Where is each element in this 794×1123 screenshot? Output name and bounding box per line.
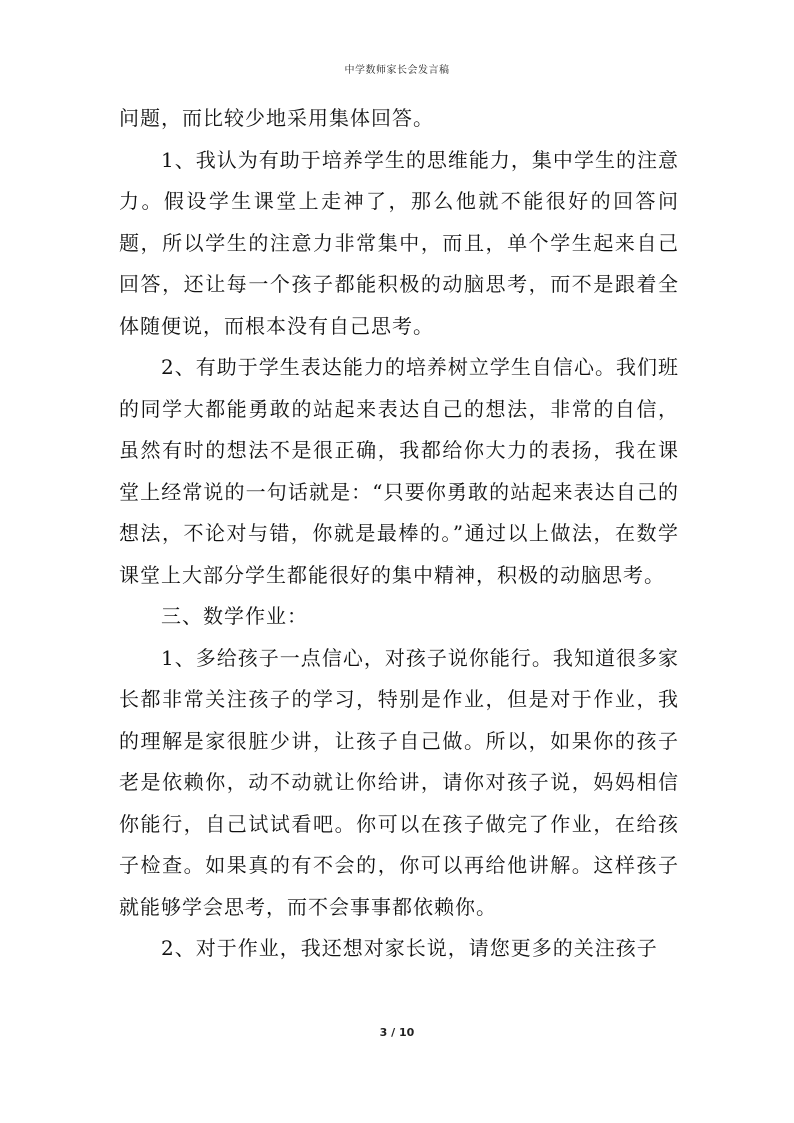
paragraph-homework-attention: 2、对于作业，我还想对家长说，请您更多的关注孩子 <box>161 936 658 960</box>
paragraph-thinking-ability: 1、我认为有助于培养学生的思维能力，集中学生的注意力。假设学生课堂上走神了，那么他就不能很好的回答问题，所以学生的注意力非常集中，而且，单个学生起来自己回答，还让每一个孩子都能积极的动脑思考，而不是跟着全体随便说，而根本没有自己思考。 <box>119 147 679 338</box>
paragraph-continuation: 问题，而比较少地采用集体回答。 <box>119 106 434 130</box>
paragraph-expression-ability: 2、有助于学生表达能力的培养树立学生自信心。我们班的同学大都能勇敢的站起来表达自己的想法，非常的自信，虽然有时的想法不是很正确，我都给你大力的表扬，我在课堂上经常说的一句话就是：“只要你勇敢的站起来表达自己的想法，不论对与错，你就是最棒的。”通过以上做法，在数学课堂上大部分学生都能很好的集中精神，积极的动脑思考。 <box>119 355 679 587</box>
paragraph-confidence: 1、多给孩子一点信心，对孩子说你能行。我知道很多家长都非常关注孩子的学习，特别是作业，但是对于作业，我的理解是家很脏少讲，让孩子自己做。所以，如果你的孩子老是依赖你，动不动就让你给讲，请你对孩子说，妈妈相信你能行，自己试试看吧。你可以在孩子做完了作业，在给孩子检查。如果真的有不会的，你可以再给他讲解。这样孩子就能够学会思考，而不会事事都依赖你。 <box>119 645 679 919</box>
page-number: 3 / 10 <box>379 1026 415 1039</box>
running-header: 中学数师家长会发言稿 <box>344 65 450 76</box>
body-text <box>119 98 679 970</box>
section-heading-math-homework: 三、数学作业： <box>161 604 308 628</box>
